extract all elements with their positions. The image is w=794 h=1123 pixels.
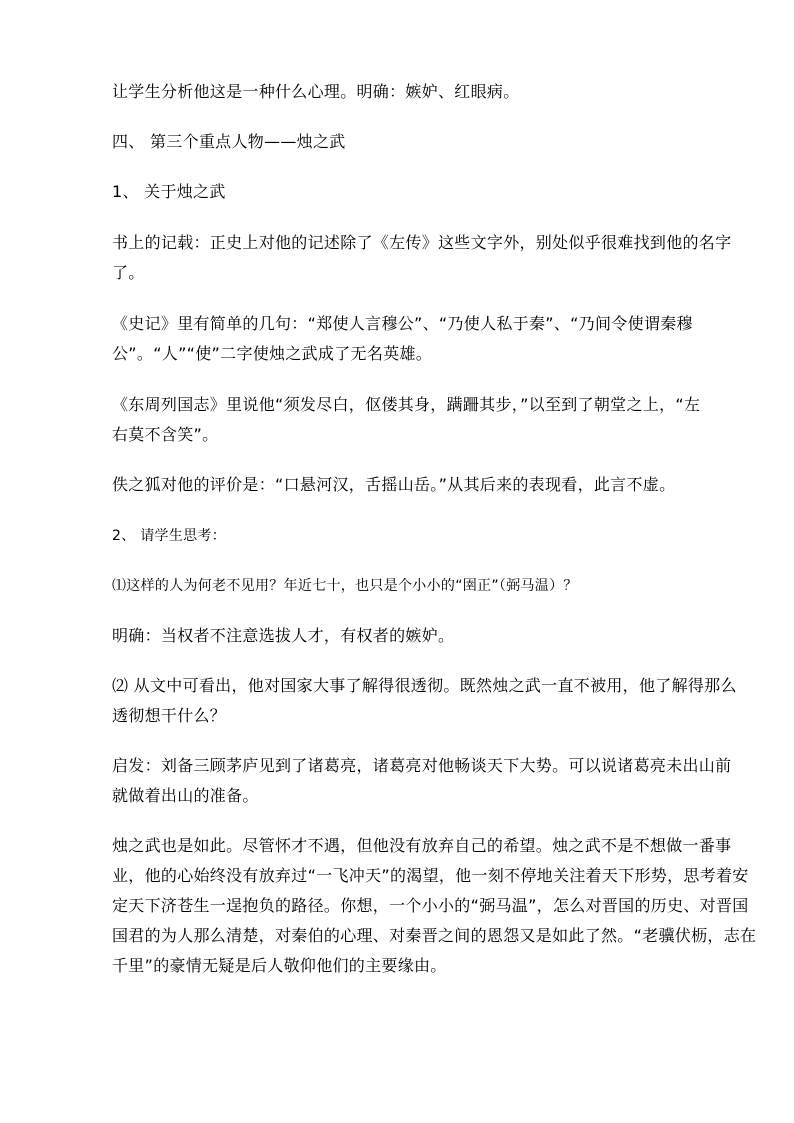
paragraph-line: 《史记》里有简单的几句：“郑使人言穆公”、“乃使人私于秦”、“乃间令使谓秦穆 xyxy=(112,314,693,333)
question-line: ⑴这样的人为何老不见用？年近七十，也只是个小小的“圉正”（弼马温）？ xyxy=(112,578,578,594)
paragraph-line: 佚之狐对他的评价是：“口悬河汉，舌摇山岳。”从其后来的表现看，此言不虚。 xyxy=(112,475,676,494)
paragraph-line: 书上的记载：正史上对他的记述除了《左传》这些文字外，别处似乎很难找到他的名字 xyxy=(112,233,732,252)
paragraph-line: 《东周列国志》里说他“须发尽白，伛偻其身，蹒跚其步，”以至到了朝堂之上，“左 xyxy=(112,395,701,414)
section-heading: 四、 第三个重点人物——烛之武 xyxy=(112,132,346,151)
paragraph-line: 启发：刘备三顾茅庐见到了诸葛亮，诸葛亮对他畅谈天下大势。可以说诸葛亮未出山前 xyxy=(112,756,732,775)
paragraph-line: 就做着出山的准备。 xyxy=(112,786,259,805)
paragraph-line: 千里”的豪情无疑是后人敬仰他们的主要缘由。 xyxy=(112,956,447,975)
paragraph-line: 业，他的心始终没有放弃过“一飞冲天”的渴望，他一刻不停地关注着天下形势，思考着安 xyxy=(112,866,749,885)
paragraph-line: 明确：当权者不注意选拔人才，有权者的嫉妒。 xyxy=(112,626,455,645)
question-line: ⑵ 从文中可看出，他对国家大事了解得很透彻。既然烛之武一直不被用，他了解得那么 xyxy=(112,676,737,695)
paragraph-line: 公”。“人”“使”二字使烛之武成了无名英雄。 xyxy=(112,344,433,363)
paragraph-line: 了。 xyxy=(112,263,145,282)
paragraph-line: 定天下济苍生一逞抱负的路径。你想，一个小小的“弼马温”，怎么对晋国的历史、对晋国 xyxy=(112,896,749,915)
paragraph-line: 烛之武也是如此。尽管怀才不遇，但他没有放弃自己的希望。烛之武不是不想做一番事 xyxy=(112,836,732,855)
paragraph-line: 国君的为人那么清楚，对秦伯的心理、对秦晋之间的恩怨又是如此了然。“老骥伏枥，志在 xyxy=(112,926,757,945)
subsection-heading: 1、 关于烛之武 xyxy=(112,182,226,201)
question-line: 透彻想干什么？ xyxy=(112,706,227,725)
subsection-heading: 2、 请学生思考： xyxy=(112,528,227,544)
paragraph-line: 右莫不含笑”。 xyxy=(112,425,219,444)
paragraph-line: 让学生分析他这是一种什么心理。明确：嫉妒、红眼病。 xyxy=(112,82,520,101)
